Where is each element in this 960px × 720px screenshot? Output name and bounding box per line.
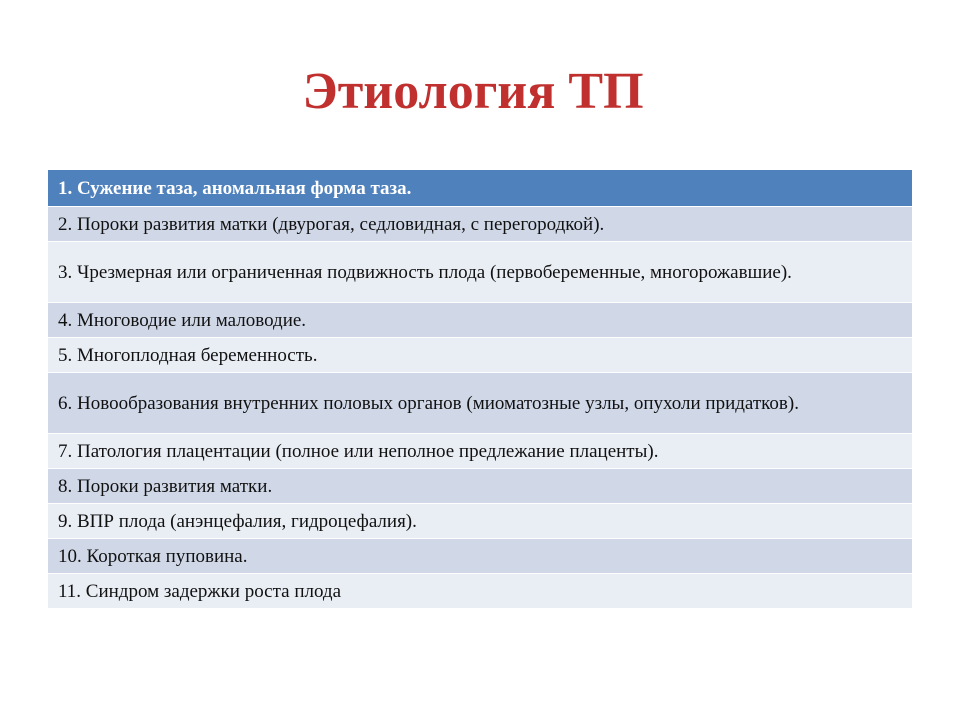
table-row <box>48 539 912 574</box>
table-header-cell: 1. Сужение таза, аномальная форма таза. <box>48 170 912 207</box>
table-row <box>48 303 912 338</box>
table-cell: 11. Синдром задержки роста плода <box>48 574 912 609</box>
table-row <box>48 504 912 539</box>
table-row <box>48 434 912 469</box>
table-cell: 8. Пороки развития матки. <box>48 469 912 504</box>
table-cell: 4. Многоводие или маловодие. <box>48 303 912 338</box>
table-row <box>48 207 912 242</box>
slide-title: Этиология ТП <box>302 63 644 120</box>
table-cell: 6. Новообразования внутренних половых органов (миоматозные узлы, опухоли придатков). <box>48 373 912 434</box>
table-cell: 7. Патология плацентации (полное или неполное предлежание плаценты). <box>48 434 912 469</box>
table-cell: 9. ВПР плода (анэнцефалия, гидроцефалия). <box>48 504 912 539</box>
table-cell: 2. Пороки развития матки (двурогая, седловидная, с перегородкой). <box>48 207 912 242</box>
table-row <box>48 373 912 434</box>
table-row <box>48 338 912 373</box>
table-cell: 10. Короткая пуповина. <box>48 539 912 574</box>
table-row <box>48 242 912 303</box>
table-cell: 3. Чрезмерная или ограниченная подвижность плода (первобеременные, многорожавшие). <box>48 242 912 303</box>
table-cell: 5. Многоплодная беременность. <box>48 338 912 373</box>
table-header-row <box>48 170 912 207</box>
etiology-table <box>48 170 912 609</box>
table-row <box>48 574 912 609</box>
table-row <box>48 469 912 504</box>
